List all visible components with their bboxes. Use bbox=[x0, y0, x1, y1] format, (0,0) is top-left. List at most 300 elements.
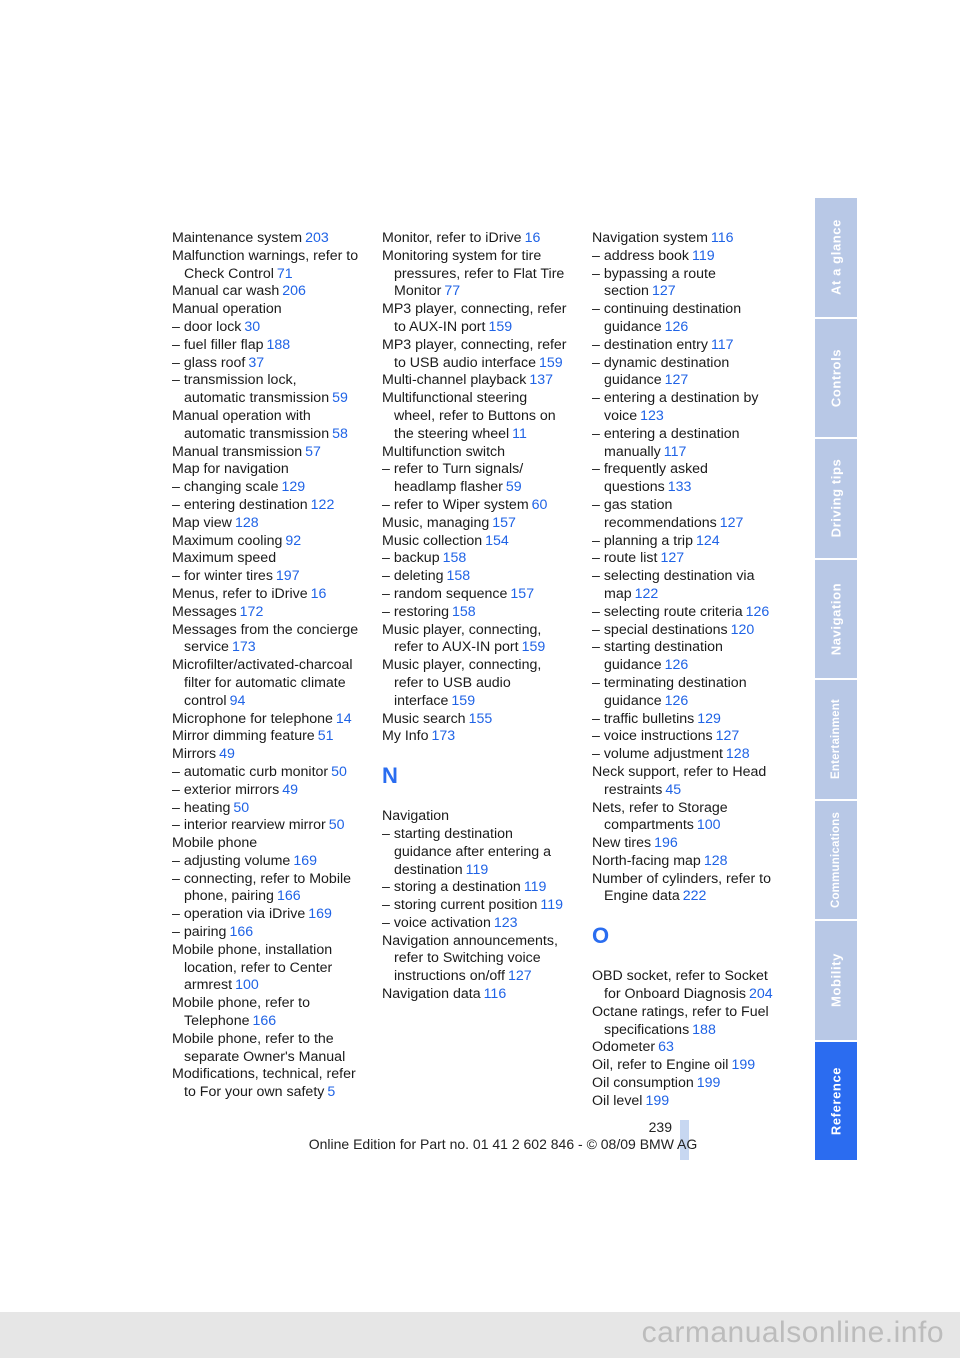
index-entry-text: Map view bbox=[172, 514, 232, 531]
page-link[interactable]: 137 bbox=[529, 372, 553, 389]
index-entry-text: – operation via iDrive bbox=[172, 906, 306, 923]
page-link[interactable]: 117 bbox=[710, 336, 734, 353]
index-entry-text: Mobile phone, installation location, refer to Center armrest bbox=[172, 941, 333, 994]
index-entry-text: – planning a trip bbox=[592, 532, 693, 549]
tab-label: Entertainment bbox=[830, 699, 842, 780]
index-entry-text: Mirror dimming feature bbox=[172, 728, 315, 745]
index-entry bbox=[382, 879, 572, 897]
page-link[interactable]: 11 bbox=[512, 425, 527, 442]
tab-driving-tips[interactable] bbox=[815, 439, 857, 560]
index-entry-text: – storing a destination bbox=[382, 879, 521, 896]
index-entry bbox=[382, 390, 572, 443]
index-entry bbox=[592, 426, 782, 462]
index-entry-text: – voice activation bbox=[382, 914, 491, 931]
page-link[interactable]: 5 bbox=[327, 1084, 336, 1101]
index-entry-text: – storing current position bbox=[382, 897, 538, 914]
index-entry-text: – entering destination bbox=[172, 496, 308, 513]
index-entry-text: – selecting route criteria bbox=[592, 603, 743, 620]
index-entry-text: Malfunction warnings, refer to Check Control bbox=[172, 247, 359, 282]
index-entry-text: – deleting bbox=[382, 568, 444, 585]
index-entry bbox=[382, 586, 572, 604]
index-entry-text: – starting destination guidance after entering a destination bbox=[382, 825, 551, 878]
index-entry bbox=[592, 230, 782, 248]
index-entry-text: Neck support, refer to Head restraints bbox=[592, 763, 767, 798]
index-entry bbox=[592, 266, 782, 302]
page-link[interactable]: 119 bbox=[540, 897, 563, 914]
page-link[interactable]: 119 bbox=[465, 861, 489, 878]
index-entry-text: MP3 player, connecting, refer to AUX-IN port bbox=[382, 301, 567, 335]
index-entry-text: Oil level bbox=[592, 1092, 643, 1109]
index-entry bbox=[172, 301, 362, 319]
index-entry bbox=[172, 408, 362, 444]
index-entry-text: – automatic curb monitor bbox=[172, 763, 329, 780]
index-entry bbox=[592, 550, 782, 568]
index-entry-text: Manual operation bbox=[172, 301, 282, 318]
index-entry-text: Manual transmission bbox=[172, 443, 303, 460]
page-link[interactable]: 120 bbox=[730, 621, 755, 638]
index-entry bbox=[382, 372, 572, 390]
page-link[interactable]: 49 bbox=[282, 781, 298, 798]
index-entry-text: Messages from the concierge service bbox=[172, 621, 359, 656]
index-entry bbox=[382, 337, 572, 373]
index-entry-text: Modifications, technical, refer to For your own safety bbox=[172, 1066, 356, 1101]
index-entry bbox=[592, 568, 782, 604]
index-entry-text: Manual car wash bbox=[172, 283, 280, 300]
page-link[interactable]: 199 bbox=[645, 1092, 670, 1109]
index-section-letter: N bbox=[382, 763, 398, 789]
page-link[interactable]: 133 bbox=[667, 479, 692, 496]
page-link[interactable]: 126 bbox=[664, 657, 689, 674]
tab-entertainment[interactable] bbox=[815, 680, 857, 801]
index-entry bbox=[382, 897, 572, 915]
page-link[interactable]: 30 bbox=[244, 318, 261, 335]
page-link[interactable]: 58 bbox=[332, 425, 348, 442]
index-entry-text: Maximum speed bbox=[172, 550, 277, 567]
index-entry-text: – refer to Turn signals/ headlamp flasher bbox=[382, 461, 524, 496]
index-entry-text: Nets, refer to Storage compartments bbox=[592, 799, 728, 834]
footer bbox=[0, 1136, 960, 1152]
index-entry bbox=[592, 533, 782, 551]
page-link[interactable]: 158 bbox=[446, 568, 471, 585]
index-entry bbox=[382, 728, 572, 746]
index-entry bbox=[172, 248, 362, 284]
page-link[interactable]: 127 bbox=[651, 283, 676, 300]
index-entry bbox=[172, 355, 362, 373]
index-entry-text: – voice instructions bbox=[592, 728, 713, 745]
index-entry bbox=[172, 1066, 362, 1102]
page-link[interactable]: 203 bbox=[305, 230, 329, 246]
index-entry bbox=[172, 515, 362, 533]
page-link[interactable]: 50 bbox=[331, 763, 347, 780]
page-link[interactable]: 127 bbox=[715, 728, 740, 745]
index-entry-text: – for winter tires bbox=[172, 568, 273, 585]
index-entry bbox=[592, 711, 782, 729]
index-entry-text: Navigation bbox=[382, 808, 450, 825]
tab-mobility[interactable] bbox=[815, 921, 857, 1042]
index-entry-text: – pairing bbox=[172, 924, 227, 941]
index-entry bbox=[592, 301, 782, 337]
index-entry bbox=[382, 533, 572, 551]
index-entry bbox=[172, 853, 362, 871]
page-link[interactable]: 63 bbox=[658, 1039, 674, 1056]
index-entry-text: Monitor, refer to iDrive bbox=[382, 230, 522, 246]
index-entry bbox=[382, 550, 572, 568]
index-entry-text: – fuel filler flap bbox=[172, 336, 264, 353]
index-entry bbox=[172, 1031, 362, 1067]
index-entry-text: Music, managing bbox=[382, 514, 490, 531]
index-entry bbox=[172, 319, 362, 337]
page-link[interactable]: 169 bbox=[293, 852, 317, 869]
page-link[interactable]: 14 bbox=[335, 710, 352, 727]
index-entry bbox=[172, 835, 362, 853]
page-link[interactable]: 188 bbox=[692, 1021, 716, 1038]
index-entry-text: My Info bbox=[382, 728, 429, 745]
index-entry-text: MP3 player, connecting, refer to USB audio interface bbox=[382, 336, 567, 371]
index-entry-text: Navigation data bbox=[382, 986, 481, 1003]
index-entry-text: Music collection bbox=[382, 532, 483, 549]
index-entry bbox=[172, 372, 362, 408]
page-link[interactable]: 127 bbox=[660, 550, 685, 567]
page-link[interactable]: 128 bbox=[703, 852, 728, 869]
index-entry bbox=[172, 657, 362, 710]
tab-controls[interactable] bbox=[815, 319, 857, 440]
tab-label: Controls bbox=[828, 348, 844, 407]
page-link[interactable]: 77 bbox=[444, 283, 461, 300]
page-number: 239 bbox=[648, 1119, 672, 1135]
index-entry bbox=[382, 622, 572, 658]
index-entry bbox=[172, 550, 362, 568]
page-link[interactable]: 119 bbox=[523, 879, 547, 896]
index-entry-text: – entering a destination manually bbox=[592, 425, 740, 460]
index-entry bbox=[172, 622, 362, 658]
index-entry bbox=[382, 657, 572, 710]
index-entry-text: – changing scale bbox=[172, 479, 279, 496]
index-entry bbox=[592, 337, 782, 355]
tab-label: Communications bbox=[830, 811, 842, 908]
index-entry-text: Manual operation with automatic transmission bbox=[172, 407, 330, 442]
page-link[interactable]: 57 bbox=[305, 443, 321, 460]
index-entry-text: – adjusting volume bbox=[172, 852, 291, 869]
index-entry-text: Music search bbox=[382, 710, 466, 727]
page-link[interactable]: 158 bbox=[442, 550, 467, 567]
index-entry-text: North-facing map bbox=[592, 852, 701, 869]
page-link[interactable]: 166 bbox=[252, 1013, 277, 1030]
page-link[interactable]: 157 bbox=[492, 514, 516, 531]
page-link[interactable]: 197 bbox=[275, 568, 300, 585]
index-entry-text: – transmission lock, automatic transmission bbox=[172, 372, 330, 407]
index-entry bbox=[172, 711, 362, 729]
index-entry bbox=[592, 968, 782, 1004]
page-link[interactable]: 122 bbox=[634, 585, 659, 602]
page-link[interactable]: 157 bbox=[510, 585, 535, 602]
index-entry bbox=[592, 461, 782, 497]
page-link[interactable]: 196 bbox=[654, 835, 678, 852]
page-link[interactable]: 158 bbox=[452, 603, 476, 620]
index-entry-text: – backup bbox=[382, 550, 440, 567]
index-entry bbox=[172, 461, 362, 479]
index-column-1 bbox=[172, 230, 362, 1102]
index-entry bbox=[172, 871, 362, 907]
index-entry-text: – destination entry bbox=[592, 336, 708, 353]
index-entry-text: New tires bbox=[592, 835, 652, 852]
page-link[interactable]: 155 bbox=[468, 710, 493, 727]
page-link[interactable]: 127 bbox=[664, 372, 689, 389]
index-entry bbox=[172, 995, 362, 1031]
index-entry bbox=[592, 871, 782, 907]
page-link[interactable]: 49 bbox=[219, 746, 235, 763]
page-link[interactable]: 129 bbox=[697, 710, 721, 727]
index-entry bbox=[382, 808, 572, 826]
tab-navigation[interactable] bbox=[815, 560, 857, 681]
index-entry-text: – glass roof bbox=[172, 354, 246, 371]
index-entry-text: – door lock bbox=[172, 318, 242, 335]
page-link[interactable]: 159 bbox=[521, 639, 546, 656]
watermark-band bbox=[0, 1312, 960, 1358]
page-link[interactable]: 50 bbox=[328, 817, 345, 834]
watermark-text: carmanualsonline.info bbox=[641, 1316, 944, 1349]
index-entry-text: Mirrors bbox=[172, 746, 217, 763]
index-entry-text: Menus, refer to iDrive bbox=[172, 585, 308, 602]
index-entry bbox=[592, 764, 782, 800]
chapter-tabs bbox=[815, 198, 857, 1160]
index-entry bbox=[172, 746, 362, 764]
page-link[interactable]: 59 bbox=[332, 390, 348, 407]
index-entry-text: Mobile phone, refer to Telephone bbox=[172, 995, 311, 1030]
page-link[interactable]: 222 bbox=[682, 888, 707, 905]
page-link[interactable]: 123 bbox=[640, 407, 664, 424]
index-entry-text: Maximum cooling bbox=[172, 532, 283, 549]
index-entry-text: – restoring bbox=[382, 603, 450, 620]
index-entry-text: – selecting destination via map bbox=[592, 568, 755, 602]
index-entry bbox=[592, 835, 782, 853]
index-entry-text: – frequently asked questions bbox=[592, 461, 708, 496]
index-entry-text: Microfilter/activated-charcoal filter for automatic climate control bbox=[172, 657, 353, 709]
index-entry-text: Multifunction switch bbox=[382, 443, 506, 460]
index-entry bbox=[592, 622, 782, 640]
index-entry-text: – route list bbox=[592, 550, 658, 567]
index-entry bbox=[172, 444, 362, 462]
page-link[interactable]: 159 bbox=[488, 318, 513, 335]
index-entry-text: – traffic bulletins bbox=[592, 710, 695, 727]
index-entry bbox=[172, 230, 362, 248]
index-entry bbox=[592, 1057, 782, 1075]
page-link[interactable]: 126 bbox=[745, 603, 770, 620]
index-entry bbox=[172, 942, 362, 995]
index-entry bbox=[592, 1093, 782, 1111]
index-entry bbox=[172, 283, 362, 301]
index-entry-text: Multi-channel playback bbox=[382, 372, 527, 389]
page-link[interactable]: 199 bbox=[731, 1057, 756, 1074]
page-link[interactable]: 159 bbox=[538, 354, 563, 371]
page-link[interactable]: 94 bbox=[229, 692, 246, 709]
index-entry bbox=[172, 479, 362, 497]
index-entry-text: OBD socket, refer to Socket for Onboard Diagnosis bbox=[592, 968, 768, 1003]
index-entry bbox=[172, 817, 362, 835]
page-link[interactable]: 116 bbox=[710, 230, 734, 246]
index-column-3 bbox=[592, 230, 782, 1111]
page-link[interactable]: 126 bbox=[664, 318, 689, 335]
index-entry bbox=[382, 248, 572, 301]
index-entry bbox=[382, 301, 572, 337]
page-link[interactable]: 124 bbox=[695, 532, 720, 549]
index-entry-text: – exterior mirrors bbox=[172, 781, 280, 798]
page-link[interactable]: 122 bbox=[310, 496, 335, 513]
index-entry bbox=[382, 986, 572, 1004]
page-link[interactable]: 123 bbox=[493, 914, 518, 931]
index-entry-text: Music player, connecting, refer to AUX-IN port bbox=[382, 621, 542, 656]
index-entry bbox=[172, 586, 362, 604]
page-link[interactable]: 37 bbox=[248, 354, 265, 371]
page-link[interactable]: 116 bbox=[483, 986, 507, 1003]
index-entry-text: Maintenance system bbox=[172, 230, 303, 246]
page-link[interactable]: 16 bbox=[524, 230, 541, 246]
index-entry bbox=[172, 533, 362, 551]
index-entry-text: – terminating destination guidance bbox=[592, 674, 747, 709]
tab-label: Navigation bbox=[828, 582, 844, 655]
index-entry bbox=[592, 1075, 782, 1093]
index-entry-text: Odometer bbox=[592, 1039, 656, 1056]
page-link[interactable]: 173 bbox=[431, 728, 456, 745]
tab-label: Mobility bbox=[828, 953, 844, 1008]
index-entry bbox=[592, 800, 782, 836]
page-link[interactable]: 128 bbox=[725, 746, 750, 763]
page-link[interactable]: 154 bbox=[485, 532, 509, 549]
tab-communications[interactable] bbox=[815, 801, 857, 922]
index-entry-text: – gas station recommendations bbox=[592, 496, 717, 531]
page-link[interactable]: 71 bbox=[276, 265, 293, 282]
index-entry-text: – interior rearview mirror bbox=[172, 817, 326, 834]
index-entry-text: Map for navigation bbox=[172, 461, 289, 478]
index-entry bbox=[172, 337, 362, 355]
index-entry-text: Number of cylinders, refer to Engine data bbox=[592, 870, 771, 905]
index-entry-text: – heating bbox=[172, 799, 231, 816]
index-entry-text: Multifunctional steering wheel, refer to Buttons on the steering wheel bbox=[382, 390, 556, 442]
index-entry-text: – volume adjustment bbox=[592, 746, 723, 763]
page-link[interactable]: 127 bbox=[719, 514, 744, 531]
page-link[interactable]: 166 bbox=[229, 924, 254, 941]
index-entry bbox=[172, 568, 362, 586]
index-entry bbox=[592, 497, 782, 533]
index-entry-text: Mobile phone, refer to the separate Owner's Manual bbox=[172, 1030, 346, 1065]
page-link[interactable]: 166 bbox=[276, 888, 301, 905]
index-entry-text: – continuing destination guidance bbox=[592, 301, 742, 335]
tab-label: Reference bbox=[828, 1066, 844, 1135]
index-entry-text: Oil, refer to Engine oil bbox=[592, 1057, 729, 1074]
page-link[interactable]: 128 bbox=[234, 514, 259, 531]
index-entry-text: – random sequence bbox=[382, 585, 508, 602]
index-entry bbox=[382, 444, 572, 462]
index-entry-text: – refer to Wiper system bbox=[382, 496, 529, 513]
index-entry bbox=[172, 604, 362, 622]
page-link[interactable]: 92 bbox=[285, 532, 302, 549]
tab-label: At a glance bbox=[828, 219, 844, 296]
index-entry bbox=[592, 746, 782, 764]
index-entry bbox=[382, 230, 572, 248]
page-link[interactable]: 45 bbox=[665, 781, 682, 798]
index-entry bbox=[172, 782, 362, 800]
page-link[interactable]: 16 bbox=[310, 585, 327, 602]
index-column-2 bbox=[382, 230, 572, 1004]
index-entry-text: – connecting, refer to Mobile phone, pairing bbox=[172, 870, 352, 905]
index-entry-text: Navigation announcements, refer to Switching voice instructions on/off bbox=[382, 932, 558, 985]
index-entry bbox=[592, 639, 782, 675]
index-entry bbox=[382, 461, 572, 497]
index-section-letter: O bbox=[592, 923, 610, 949]
index-entry-text: – special destinations bbox=[592, 621, 728, 638]
page-link[interactable]: 127 bbox=[507, 968, 532, 985]
page-link[interactable]: 117 bbox=[663, 443, 687, 460]
index-entry bbox=[382, 711, 572, 729]
page-link[interactable]: 100 bbox=[696, 817, 721, 834]
index-entry-text: Mobile phone bbox=[172, 835, 258, 852]
index-entry bbox=[592, 355, 782, 391]
index-entry-text: Oil consumption bbox=[592, 1075, 694, 1092]
index-entry bbox=[592, 728, 782, 746]
page-link[interactable]: 60 bbox=[531, 496, 548, 513]
index-entry-text: Octane ratings, refer to Fuel specifications bbox=[592, 1003, 769, 1038]
index-entry bbox=[172, 728, 362, 746]
index-entry bbox=[592, 1004, 782, 1040]
index-entry-text: Navigation system bbox=[592, 230, 708, 246]
page-link[interactable]: 159 bbox=[451, 692, 476, 709]
index-entry bbox=[592, 853, 782, 871]
footer-text: Online Edition for Part no. 01 41 2 602 846 - © 08/09 BMW AG bbox=[308, 1136, 698, 1152]
index-entry bbox=[592, 1039, 782, 1057]
index-entry bbox=[382, 826, 572, 879]
index-entry-text: Microphone for telephone bbox=[172, 710, 333, 727]
index-entry bbox=[382, 568, 572, 586]
index-entry-text: – bypassing a route section bbox=[592, 265, 716, 300]
index-entry bbox=[382, 515, 572, 533]
page-link[interactable]: 59 bbox=[505, 479, 522, 496]
page-link[interactable]: 206 bbox=[282, 283, 306, 300]
index-entry bbox=[592, 248, 782, 266]
index-entry-text: – dynamic destination guidance bbox=[592, 354, 730, 389]
index-entry bbox=[172, 800, 362, 818]
page-link[interactable]: 51 bbox=[317, 728, 334, 745]
index-entry-text: Music player, connecting, refer to USB audio interface bbox=[382, 657, 542, 709]
index-entry bbox=[382, 915, 572, 933]
index-entry bbox=[592, 604, 782, 622]
page-link[interactable]: 129 bbox=[281, 479, 306, 496]
index-entry-text: – entering a destination by voice bbox=[592, 390, 759, 424]
page-link[interactable]: 172 bbox=[239, 603, 264, 620]
index-entry bbox=[592, 390, 782, 426]
page-link[interactable]: 188 bbox=[266, 336, 291, 353]
index-entry bbox=[172, 906, 362, 924]
tab-label: Driving tips bbox=[828, 458, 844, 538]
index-entry bbox=[172, 924, 362, 942]
index-entry-text: – address book bbox=[592, 247, 690, 264]
index-entry bbox=[382, 933, 572, 986]
tab-at-a-glance[interactable] bbox=[815, 198, 857, 319]
index-entry-text: Messages bbox=[172, 603, 237, 620]
page-link[interactable]: 169 bbox=[308, 906, 332, 923]
index-entry bbox=[172, 497, 362, 515]
page-link[interactable]: 119 bbox=[692, 247, 715, 264]
page-link[interactable]: 100 bbox=[235, 977, 259, 994]
page-link[interactable]: 126 bbox=[664, 692, 689, 709]
index-entry bbox=[382, 604, 572, 622]
index-entry bbox=[382, 497, 572, 515]
page-link[interactable]: 173 bbox=[231, 639, 256, 656]
page-link[interactable]: 50 bbox=[233, 799, 250, 816]
index-entry bbox=[592, 675, 782, 711]
page-link[interactable]: 199 bbox=[696, 1075, 721, 1092]
page-link[interactable]: 204 bbox=[748, 986, 773, 1003]
index-entry-text: – starting destination guidance bbox=[592, 639, 723, 674]
index-entry-text: Monitoring system for tire pressures, refer to Flat Tire Monitor bbox=[382, 247, 565, 300]
